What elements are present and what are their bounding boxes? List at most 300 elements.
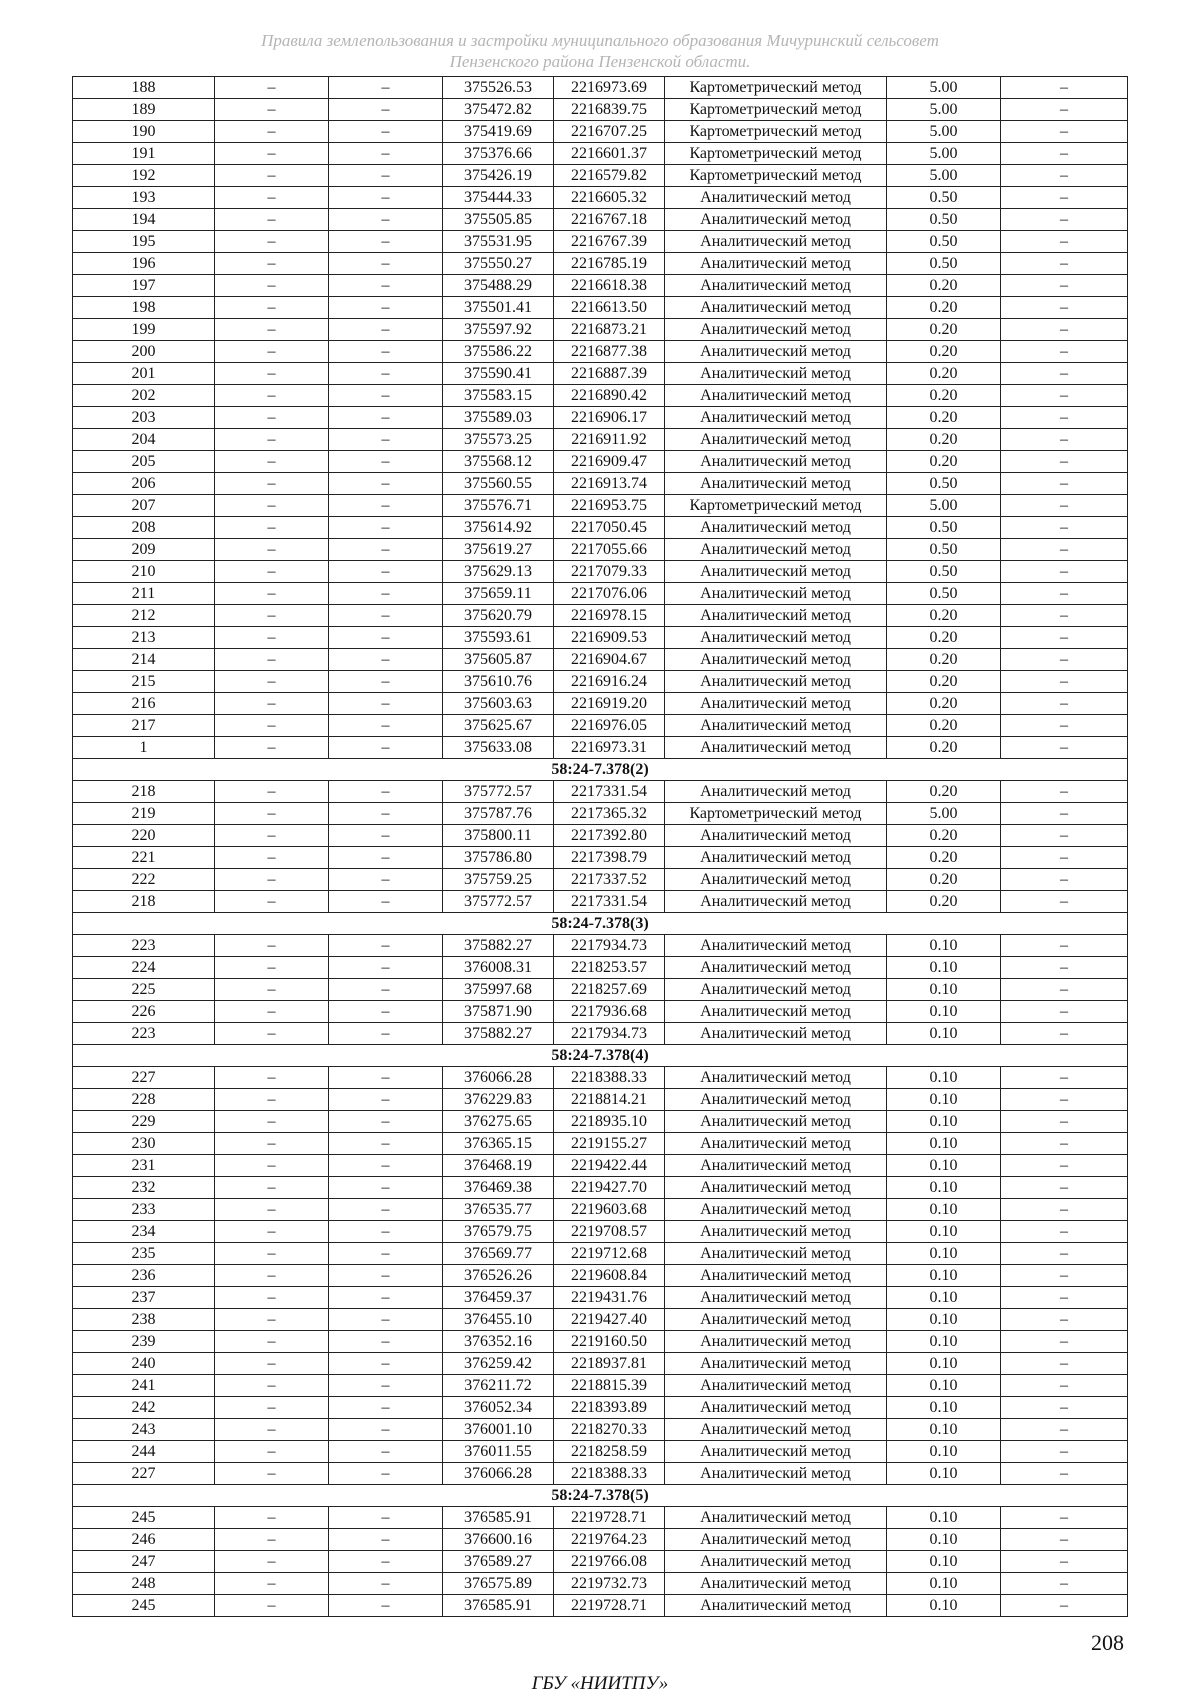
table-cell: 2219732.73 <box>554 1573 665 1595</box>
table-cell: – <box>215 451 329 473</box>
table-cell: 375610.76 <box>443 671 554 693</box>
table-cell: – <box>329 473 443 495</box>
table-cell: 2216618.38 <box>554 275 665 297</box>
table-cell: – <box>215 1375 329 1397</box>
table-cell: 216 <box>73 693 215 715</box>
table-row <box>73 1177 1128 1199</box>
table-cell: 2216767.18 <box>554 209 665 231</box>
table-cell: – <box>329 319 443 341</box>
table-cell: 2216909.53 <box>554 627 665 649</box>
table-cell: 5.00 <box>887 121 1001 143</box>
table-cell: 376579.75 <box>443 1221 554 1243</box>
table-cell: – <box>215 1001 329 1023</box>
table-cell: – <box>1001 1001 1128 1023</box>
table-cell: 0.20 <box>887 297 1001 319</box>
table-cell: – <box>329 891 443 913</box>
table-cell: Аналитический метод <box>665 187 887 209</box>
table-cell: Аналитический метод <box>665 1529 887 1551</box>
table-cell: 375590.41 <box>443 363 554 385</box>
table-cell: 2217050.45 <box>554 517 665 539</box>
table-cell: 375589.03 <box>443 407 554 429</box>
table-cell: 229 <box>73 1111 215 1133</box>
table-cell: – <box>329 737 443 759</box>
table-row <box>73 1023 1128 1045</box>
table-cell: 224 <box>73 957 215 979</box>
table-cell: – <box>1001 1287 1128 1309</box>
table-cell: – <box>1001 957 1128 979</box>
table-cell: – <box>329 385 443 407</box>
table-cell: 375576.71 <box>443 495 554 517</box>
table-cell: – <box>1001 1397 1128 1419</box>
table-cell: – <box>1001 825 1128 847</box>
table-cell: – <box>329 957 443 979</box>
table-cell: 197 <box>73 275 215 297</box>
table-row <box>73 1463 1128 1485</box>
table-cell: – <box>215 1595 329 1617</box>
table-cell: – <box>329 847 443 869</box>
table-cell: 376365.15 <box>443 1133 554 1155</box>
section-row <box>73 759 1128 781</box>
table-cell: 0.10 <box>887 1595 1001 1617</box>
table-cell: – <box>329 1507 443 1529</box>
table-cell: – <box>1001 1353 1128 1375</box>
table-cell: – <box>215 1551 329 1573</box>
table-cell: 2216890.42 <box>554 385 665 407</box>
table-cell: 243 <box>73 1419 215 1441</box>
table-cell: – <box>329 1287 443 1309</box>
table-cell: 375603.63 <box>443 693 554 715</box>
table-cell: 210 <box>73 561 215 583</box>
table-row <box>73 77 1128 99</box>
table-row <box>73 1155 1128 1177</box>
table-cell: 2216911.92 <box>554 429 665 451</box>
table-cell: – <box>329 363 443 385</box>
table-cell: 0.20 <box>887 671 1001 693</box>
table-cell: – <box>215 407 329 429</box>
table-cell: 0.10 <box>887 1265 1001 1287</box>
table-cell: – <box>329 803 443 825</box>
table-row <box>73 1133 1128 1155</box>
table-row <box>73 1353 1128 1375</box>
table-cell: 2216913.74 <box>554 473 665 495</box>
table-cell: – <box>215 275 329 297</box>
table-cell: – <box>215 649 329 671</box>
table-cell: – <box>329 517 443 539</box>
table-cell: Аналитический метод <box>665 1419 887 1441</box>
table-cell: 2217331.54 <box>554 781 665 803</box>
table-cell: – <box>329 165 443 187</box>
table-cell: – <box>215 165 329 187</box>
table-cell: Аналитический метод <box>665 1507 887 1529</box>
table-row <box>73 1595 1128 1617</box>
table-cell: 2217934.73 <box>554 1023 665 1045</box>
table-cell: – <box>215 121 329 143</box>
table-cell: – <box>1001 363 1128 385</box>
table-cell: – <box>329 407 443 429</box>
table-cell: Аналитический метод <box>665 1309 887 1331</box>
table-row <box>73 1199 1128 1221</box>
table-cell: – <box>329 1067 443 1089</box>
table-cell: 0.50 <box>887 561 1001 583</box>
table-cell: Аналитический метод <box>665 1199 887 1221</box>
table-cell: – <box>1001 1331 1128 1353</box>
table-cell: – <box>329 253 443 275</box>
table-cell: 375419.69 <box>443 121 554 143</box>
table-cell: 189 <box>73 99 215 121</box>
table-cell: – <box>1001 1551 1128 1573</box>
table-cell: 2216873.21 <box>554 319 665 341</box>
table-cell: – <box>1001 253 1128 275</box>
table-cell: – <box>329 1155 443 1177</box>
table-cell: 2219708.57 <box>554 1221 665 1243</box>
table-cell: 0.20 <box>887 891 1001 913</box>
table-cell: 0.20 <box>887 781 1001 803</box>
table-cell: Аналитический метод <box>665 1287 887 1309</box>
table-cell: – <box>1001 693 1128 715</box>
table-cell: – <box>1001 143 1128 165</box>
table-cell: 246 <box>73 1529 215 1551</box>
table-cell: 376455.10 <box>443 1309 554 1331</box>
table-cell: Аналитический метод <box>665 473 887 495</box>
section-row <box>73 913 1128 935</box>
table-cell: – <box>329 451 443 473</box>
table-cell: 375787.76 <box>443 803 554 825</box>
table-cell: 2219155.27 <box>554 1133 665 1155</box>
header-line-1: Правила землепользования и застройки муниципального образования Мичуринский сельсовет <box>261 31 939 50</box>
table-cell: Аналитический метод <box>665 1155 887 1177</box>
table-cell: – <box>215 363 329 385</box>
table-cell: Аналитический метод <box>665 1397 887 1419</box>
table-cell: – <box>215 1507 329 1529</box>
table-cell: – <box>329 693 443 715</box>
table-cell: 376229.83 <box>443 1089 554 1111</box>
table-cell: Аналитический метод <box>665 605 887 627</box>
table-row <box>73 1067 1128 1089</box>
table-cell: Аналитический метод <box>665 935 887 957</box>
section-title: 58:24-7.378(3) <box>73 913 1128 935</box>
table-cell: 375800.11 <box>443 825 554 847</box>
table-cell: – <box>1001 429 1128 451</box>
table-cell: 2219766.08 <box>554 1551 665 1573</box>
table-cell: 375759.25 <box>443 869 554 891</box>
table-cell: – <box>215 473 329 495</box>
table-cell: 0.10 <box>887 1441 1001 1463</box>
table-cell: 223 <box>73 1023 215 1045</box>
table-cell: 190 <box>73 121 215 143</box>
table-cell: 0.20 <box>887 715 1001 737</box>
table-row <box>73 1529 1128 1551</box>
table-cell: 2219160.50 <box>554 1331 665 1353</box>
page-footer: ГБУ «НИИТПУ» <box>531 1673 669 1694</box>
table-cell: 2216839.75 <box>554 99 665 121</box>
table-cell: – <box>1001 1067 1128 1089</box>
table-row <box>73 1001 1128 1023</box>
table-cell: 2217076.06 <box>554 583 665 605</box>
table-cell: 2219728.71 <box>554 1595 665 1617</box>
table-cell: Аналитический метод <box>665 781 887 803</box>
table-cell: 200 <box>73 341 215 363</box>
table-cell: 375568.12 <box>443 451 554 473</box>
table-cell: 2216707.25 <box>554 121 665 143</box>
table-cell: – <box>215 99 329 121</box>
table-cell: – <box>1001 77 1128 99</box>
table-cell: 212 <box>73 605 215 627</box>
table-cell: 213 <box>73 627 215 649</box>
table-cell: – <box>215 1353 329 1375</box>
table-cell: – <box>215 1221 329 1243</box>
table-cell: 0.20 <box>887 825 1001 847</box>
table-cell: – <box>329 1331 443 1353</box>
table-cell: – <box>1001 737 1128 759</box>
table-cell: Аналитический метод <box>665 1573 887 1595</box>
table-cell: – <box>215 935 329 957</box>
table-cell: 376526.26 <box>443 1265 554 1287</box>
table-cell: 0.10 <box>887 1067 1001 1089</box>
table-cell: – <box>329 715 443 737</box>
table-cell: 247 <box>73 1551 215 1573</box>
table-cell: – <box>1001 605 1128 627</box>
table-cell: 376001.10 <box>443 1419 554 1441</box>
table-cell: – <box>1001 1419 1128 1441</box>
table-cell: 2219608.84 <box>554 1265 665 1287</box>
table-cell: 2217331.54 <box>554 891 665 913</box>
table-cell: – <box>1001 891 1128 913</box>
table-cell: – <box>329 671 443 693</box>
table-row <box>73 891 1128 913</box>
table-cell: – <box>329 627 443 649</box>
table-cell: Аналитический метод <box>665 979 887 1001</box>
table-cell: – <box>1001 1265 1128 1287</box>
table-cell: 0.10 <box>887 957 1001 979</box>
table-cell: 222 <box>73 869 215 891</box>
table-row <box>73 869 1128 891</box>
table-cell: 0.20 <box>887 605 1001 627</box>
table-cell: – <box>215 1265 329 1287</box>
table-cell: 241 <box>73 1375 215 1397</box>
table-cell: – <box>215 1155 329 1177</box>
table-cell: – <box>1001 495 1128 517</box>
table-cell: 375593.61 <box>443 627 554 649</box>
table-cell: 2217337.52 <box>554 869 665 891</box>
table-cell: 2219431.76 <box>554 1287 665 1309</box>
table-cell: 248 <box>73 1573 215 1595</box>
table-cell: – <box>1001 847 1128 869</box>
table-cell: – <box>215 1331 329 1353</box>
table-cell: 0.10 <box>887 1375 1001 1397</box>
table-cell: Аналитический метод <box>665 407 887 429</box>
table-cell: 2217398.79 <box>554 847 665 869</box>
table-cell: 0.20 <box>887 429 1001 451</box>
table-cell: 0.10 <box>887 1155 1001 1177</box>
table-row <box>73 231 1128 253</box>
table-cell: Аналитический метод <box>665 253 887 275</box>
table-cell: 2218258.59 <box>554 1441 665 1463</box>
table-cell: 0.10 <box>887 1397 1001 1419</box>
section-title: 58:24-7.378(5) <box>73 1485 1128 1507</box>
table-cell: 376011.55 <box>443 1441 554 1463</box>
table-row <box>73 957 1128 979</box>
table-cell: Аналитический метод <box>665 385 887 407</box>
table-cell: 0.10 <box>887 979 1001 1001</box>
table-cell: 375882.27 <box>443 935 554 957</box>
table-row <box>73 715 1128 737</box>
table-cell: 227 <box>73 1067 215 1089</box>
table-cell: – <box>329 275 443 297</box>
table-cell: – <box>1001 231 1128 253</box>
table-cell: 230 <box>73 1133 215 1155</box>
table-cell: 375619.27 <box>443 539 554 561</box>
table-cell: 0.10 <box>887 1419 1001 1441</box>
table-cell: – <box>329 99 443 121</box>
table-cell: – <box>215 231 329 253</box>
table-cell: – <box>329 1397 443 1419</box>
table-row <box>73 1243 1128 1265</box>
table-cell: – <box>1001 209 1128 231</box>
table-cell: – <box>329 297 443 319</box>
table-cell: 2219712.68 <box>554 1243 665 1265</box>
table-cell: – <box>329 1177 443 1199</box>
table-cell: – <box>215 1463 329 1485</box>
table-row <box>73 1397 1128 1419</box>
table-cell: Аналитический метод <box>665 1067 887 1089</box>
page-header <box>0 30 1200 72</box>
table-row <box>73 583 1128 605</box>
table-row <box>73 1419 1128 1441</box>
table-cell: 375501.41 <box>443 297 554 319</box>
table-cell: – <box>329 825 443 847</box>
table-cell: 0.10 <box>887 935 1001 957</box>
table-cell: 376259.42 <box>443 1353 554 1375</box>
table-cell: – <box>215 1397 329 1419</box>
table-cell: 376275.65 <box>443 1111 554 1133</box>
table-cell: 376535.77 <box>443 1199 554 1221</box>
table-cell: 2219427.40 <box>554 1309 665 1331</box>
table-cell: 2216976.05 <box>554 715 665 737</box>
table-cell: 2217936.68 <box>554 1001 665 1023</box>
table-cell: 0.20 <box>887 649 1001 671</box>
table-cell: 0.50 <box>887 473 1001 495</box>
table-cell: 0.10 <box>887 1309 1001 1331</box>
table-cell: 375772.57 <box>443 891 554 913</box>
table-cell: Аналитический метод <box>665 583 887 605</box>
table-cell: 193 <box>73 187 215 209</box>
table-cell: Аналитический метод <box>665 693 887 715</box>
table-cell: 0.20 <box>887 363 1001 385</box>
table-cell: 0.50 <box>887 209 1001 231</box>
table-cell: 0.50 <box>887 539 1001 561</box>
table-cell: 217 <box>73 715 215 737</box>
table-cell: 2218257.69 <box>554 979 665 1001</box>
table-cell: 228 <box>73 1089 215 1111</box>
table-cell: – <box>215 341 329 363</box>
table-cell: – <box>1001 539 1128 561</box>
table-cell: – <box>215 825 329 847</box>
table-cell: – <box>329 1243 443 1265</box>
table-row <box>73 143 1128 165</box>
page-number: 208 <box>1091 1630 1124 1655</box>
table-cell: – <box>1001 715 1128 737</box>
table-cell: – <box>329 1221 443 1243</box>
table-cell: 191 <box>73 143 215 165</box>
table-row <box>73 495 1128 517</box>
table-cell: Аналитический метод <box>665 1551 887 1573</box>
table-cell: – <box>215 1111 329 1133</box>
table-cell: 218 <box>73 781 215 803</box>
table-cell: – <box>1001 1243 1128 1265</box>
table-cell: – <box>215 319 329 341</box>
table-cell: Аналитический метод <box>665 1243 887 1265</box>
table-cell: 375472.82 <box>443 99 554 121</box>
table-row <box>73 825 1128 847</box>
table-cell: – <box>329 1463 443 1485</box>
table-cell: – <box>1001 803 1128 825</box>
table-cell: – <box>1001 561 1128 583</box>
table-cell: – <box>329 209 443 231</box>
table-cell: – <box>215 605 329 627</box>
table-cell: Аналитический метод <box>665 847 887 869</box>
table-cell: 232 <box>73 1177 215 1199</box>
table-cell: 211 <box>73 583 215 605</box>
table-cell: – <box>1001 1309 1128 1331</box>
table-cell: Аналитический метод <box>665 319 887 341</box>
table-cell: 0.20 <box>887 341 1001 363</box>
table-cell: – <box>215 561 329 583</box>
table-cell: 2216887.39 <box>554 363 665 385</box>
table-cell: 375376.66 <box>443 143 554 165</box>
table-cell: 2216978.15 <box>554 605 665 627</box>
table-cell: 2218814.21 <box>554 1089 665 1111</box>
table-row <box>73 1265 1128 1287</box>
table-row <box>73 275 1128 297</box>
table-cell: – <box>329 187 443 209</box>
table-cell: 2218393.89 <box>554 1397 665 1419</box>
table-cell: 2218937.81 <box>554 1353 665 1375</box>
table-cell: Аналитический метод <box>665 297 887 319</box>
table-row <box>73 1309 1128 1331</box>
table-cell: – <box>329 1199 443 1221</box>
table-row <box>73 319 1128 341</box>
table-cell: 5.00 <box>887 143 1001 165</box>
table-cell: 375786.80 <box>443 847 554 869</box>
table-cell: – <box>1001 407 1128 429</box>
table-cell: 375882.27 <box>443 1023 554 1045</box>
table-cell: Аналитический метод <box>665 1375 887 1397</box>
table-cell: 2218935.10 <box>554 1111 665 1133</box>
table-cell: Аналитический метод <box>665 1111 887 1133</box>
table-cell: – <box>329 231 443 253</box>
table-cell: – <box>1001 935 1128 957</box>
table-cell: Аналитический метод <box>665 363 887 385</box>
table-cell: – <box>329 429 443 451</box>
table-cell: – <box>215 77 329 99</box>
table-cell: 2219764.23 <box>554 1529 665 1551</box>
table-cell: – <box>1001 297 1128 319</box>
table-cell: 209 <box>73 539 215 561</box>
table-cell: Картометрический метод <box>665 495 887 517</box>
table-cell: Аналитический метод <box>665 1463 887 1485</box>
table-cell: 0.10 <box>887 1507 1001 1529</box>
table-cell: – <box>215 869 329 891</box>
table-cell: – <box>215 209 329 231</box>
table-cell: 0.20 <box>887 693 1001 715</box>
table-cell: – <box>329 539 443 561</box>
table-cell: Аналитический метод <box>665 1331 887 1353</box>
section-title: 58:24-7.378(4) <box>73 1045 1128 1067</box>
table-cell: Аналитический метод <box>665 1595 887 1617</box>
table-cell: – <box>215 297 329 319</box>
table-cell: 0.20 <box>887 275 1001 297</box>
table-cell: 2218388.33 <box>554 1463 665 1485</box>
